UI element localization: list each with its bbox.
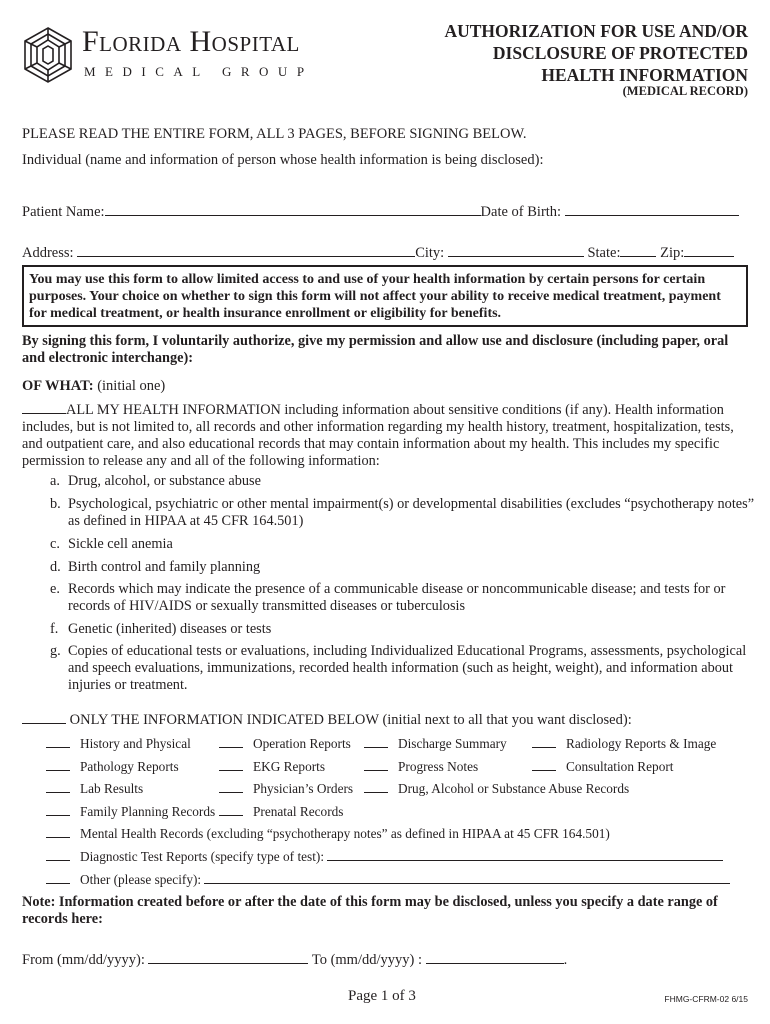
check-diagnostic (46, 848, 723, 865)
list-item-b (50, 496, 768, 530)
address-label: Address: (22, 245, 74, 261)
item-text: Records which may indicate the presence of a communicable disease or noncommunicable disease; and tests for or records of HIV/AIDS or sexually transmitted diseases or tuberculosis (68, 581, 726, 614)
instruction: PLEASE READ THE ENTIRE FORM, ALL 3 PAGES, BEFORE SIGNING BELOW. (22, 126, 527, 142)
check-pathology (46, 758, 179, 775)
discharge-initial-field[interactable] (364, 735, 388, 748)
zip-field[interactable] (684, 242, 734, 257)
notice-text: You may use this form to allow limited access to and use of your health information by certain persons for certain purposes. Your choice on whether to sign this form will not affect your ability to receive medical treatment, payment for medical treatment, or health insurance enrollment or eligibility for benefits. (29, 272, 721, 321)
check-label: Progress Notes (398, 759, 479, 774)
check-radiology (532, 735, 716, 752)
operation-initial-field[interactable] (219, 735, 243, 748)
check-consultation (532, 758, 673, 775)
other-specify-field[interactable] (204, 871, 730, 884)
state-field[interactable] (620, 242, 656, 257)
dob-field[interactable] (565, 201, 739, 216)
item-label: a. (50, 473, 60, 489)
item-label: b. (50, 496, 61, 512)
consultation-initial-field[interactable] (532, 758, 556, 771)
check-other (46, 871, 730, 888)
check-physician (219, 780, 353, 797)
item-text: Drug, alcohol, or substance abuse (68, 473, 261, 489)
pathology-initial-field[interactable] (46, 758, 70, 771)
individual-label: Individual (name and information of person whose health information is being disclosed): (22, 152, 544, 168)
form-title-line-1: AUTHORIZATION FOR USE AND/OR (444, 21, 748, 41)
check-label: Discharge Summary (398, 736, 507, 751)
patient-name-row (22, 201, 748, 221)
from-label: From (mm/dd/yyyy): (22, 952, 145, 968)
check-ekg (219, 758, 325, 775)
check-progress (364, 758, 478, 775)
from-date-field[interactable] (148, 949, 308, 964)
of-what-hint: (initial one) (97, 378, 166, 394)
of-what-label: OF WHAT: (22, 378, 94, 394)
check-label: Prenatal Records (253, 804, 344, 819)
check-prenatal (219, 803, 343, 820)
check-operation (219, 735, 351, 752)
radiology-initial-field[interactable] (532, 735, 556, 748)
only-info-row (22, 711, 748, 729)
all-info-caps: ALL MY HEALTH INFORMATION (66, 402, 281, 418)
diagnostic-initial-field[interactable] (46, 848, 70, 861)
ekg-initial-field[interactable] (219, 758, 243, 771)
only-info-text: ONLY THE INFORMATION INDICATED BELOW (initial next to all that you want disclosed): (69, 712, 632, 728)
check-label: Diagnostic Test Reports (specify type of test): (80, 849, 325, 864)
address-row (22, 242, 748, 262)
check-label: Consultation Report (566, 759, 674, 774)
mental-initial-field[interactable] (46, 825, 70, 838)
list-item-f (50, 621, 768, 638)
item-text: Birth control and family planning (68, 559, 261, 575)
to-label: To (mm/dd/yyyy) : (311, 952, 423, 968)
list-item-e (50, 581, 768, 615)
notice-box (22, 265, 748, 327)
item-text: Sickle cell anemia (68, 536, 173, 552)
all-info-initial-field[interactable] (22, 401, 66, 414)
logo (22, 22, 352, 84)
check-label: Radiology Reports & Image (566, 736, 717, 751)
item-label: g. (50, 643, 61, 659)
check-label: Pathology Reports (80, 759, 179, 774)
list-item-c (50, 536, 768, 553)
state-label: State: (587, 245, 621, 261)
lab-initial-field[interactable] (46, 780, 70, 793)
item-label: c. (50, 536, 60, 552)
page-number: Page 1 of 3 (348, 988, 416, 1004)
zip-label: Zip: (660, 245, 685, 261)
form-title-line-3: HEALTH INFORMATION (541, 65, 748, 85)
drug-initial-field[interactable] (364, 780, 388, 793)
check-label: Drug, Alcohol or Substance Abuse Records (398, 781, 630, 796)
form-code: FHMG-CFRM-02 6/15 (664, 994, 748, 1004)
check-label: Mental Health Records (excluding “psychotherapy notes” as defined in HIPAA at 45 CFR 164.501) (80, 826, 610, 841)
family-initial-field[interactable] (46, 803, 70, 816)
to-period: . (563, 952, 568, 968)
check-label: EKG Reports (253, 759, 326, 774)
other-initial-field[interactable] (46, 871, 70, 884)
date-range-row (22, 949, 748, 969)
check-drug (364, 780, 629, 797)
check-label: Lab Results (80, 781, 144, 796)
item-label: d. (50, 559, 61, 575)
address-field[interactable] (77, 242, 415, 257)
list-item-a (50, 473, 768, 490)
check-mental (46, 825, 610, 842)
check-label: Other (please specify): (80, 872, 202, 887)
check-history (46, 735, 191, 752)
all-info-text: including information about sensitive conditions (if any). Health information includes, but is not limited to, all records and other information regarding my health history, treatment, hospitalization, tests, and outpatient care, and also educational records that may contain information about my health. This includes my specific permission to release any and all of the following information: (22, 402, 734, 469)
item-text: Genetic (inherited) diseases or tests (68, 621, 272, 637)
florida-hospital-logo-icon (22, 26, 74, 84)
only-info-initial-field[interactable] (22, 711, 66, 724)
form-title (368, 20, 748, 86)
to-date-field[interactable] (426, 949, 564, 964)
patient-name-label: Patient Name: (22, 204, 105, 220)
physician-initial-field[interactable] (219, 780, 243, 793)
list-item-g (50, 643, 768, 694)
item-label: f. (50, 621, 59, 637)
progress-initial-field[interactable] (364, 758, 388, 771)
date-range-note: Note: Information created before or after the date of this form may be disclosed, unless you specify a date range of records here: (22, 894, 718, 927)
check-label: Operation Reports (253, 736, 351, 751)
item-label: e. (50, 581, 60, 597)
item-text: Psychological, psychiatric or other mental impairment(s) or developmental disabilities (excludes “psychotherapy notes” as defined in HIPAA at 45 CFR 164.501) (68, 496, 755, 529)
check-lab (46, 780, 143, 797)
logo-name: Florida Hospital (82, 25, 300, 58)
city-label: City: (415, 245, 445, 261)
authorize-text: By signing this form, I voluntarily authorize, give my permission and allow use and disclosure (including paper, oral and electronic interchange): (22, 333, 729, 366)
of-what-row (22, 378, 748, 395)
prenatal-initial-field[interactable] (219, 803, 243, 816)
history-initial-field[interactable] (46, 735, 70, 748)
dob-label: Date of Birth: (480, 204, 562, 220)
list-item-d (50, 559, 768, 576)
patient-name-field[interactable] (105, 201, 481, 216)
check-family (46, 803, 215, 820)
form-subtitle: (MEDICAL RECORD) (622, 84, 748, 98)
check-label: Physician’s Orders (253, 781, 354, 796)
check-label: History and Physical (80, 736, 191, 751)
check-label: Family Planning Records (80, 804, 216, 819)
diagnostic-specify-field[interactable] (327, 848, 723, 861)
all-info-paragraph (22, 401, 746, 470)
item-text: Copies of educational tests or evaluations, including Individualized Educational Programs, assessments, psychological and speech evaluations, immunizations, recorded health information (such as height, weight), and information about injuries or treatment. (68, 643, 747, 693)
form-title-line-2: DISCLOSURE OF PROTECTED (492, 43, 748, 63)
logo-subtitle: MEDICAL GROUP (84, 64, 314, 79)
check-discharge (364, 735, 507, 752)
city-field[interactable] (448, 242, 584, 257)
